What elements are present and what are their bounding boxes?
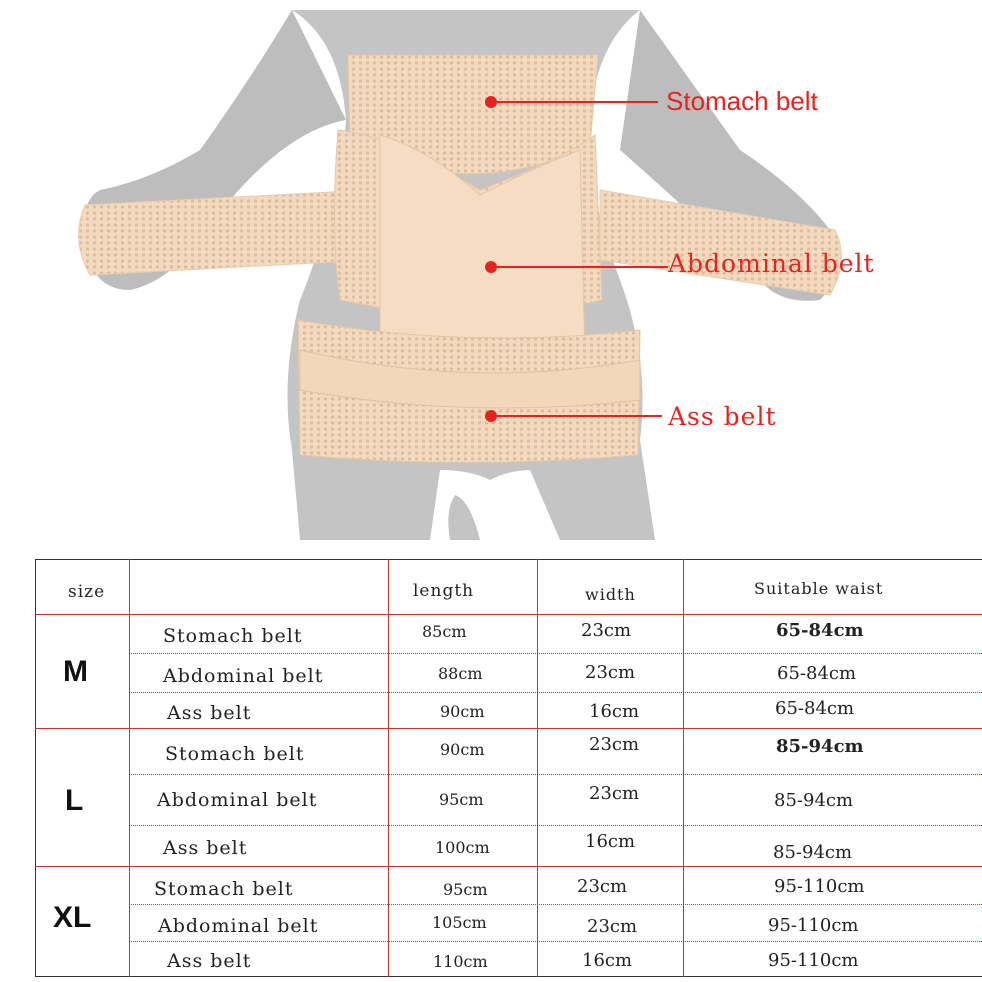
belt-left-strap	[79, 190, 370, 275]
callout-abdominal-belt: Abdominal belt	[668, 249, 875, 278]
row-name: Stomach belt	[165, 743, 305, 765]
size-chart-table	[35, 559, 982, 977]
row-length: 95cm	[443, 880, 488, 899]
row-width: 16cm	[585, 831, 636, 852]
row-width: 16cm	[589, 701, 640, 722]
row-width: 23cm	[587, 916, 638, 937]
row-length: 95cm	[439, 790, 484, 809]
callout-ass-belt: Ass belt	[668, 402, 777, 431]
header-suitable-waist: Suitable waist	[754, 579, 884, 598]
row-width: 23cm	[589, 783, 640, 804]
row-length: 90cm	[440, 702, 485, 721]
row-length: 88cm	[438, 664, 483, 683]
row-length: 90cm	[440, 740, 485, 759]
row-waist: 85-94cm	[773, 842, 853, 863]
row-width: 23cm	[581, 620, 632, 641]
stomach-belt-marker	[485, 96, 497, 108]
size-label-xl: XL	[53, 901, 92, 934]
row-width: 23cm	[577, 876, 628, 897]
row-name: Stomach belt	[154, 878, 294, 900]
row-width: 23cm	[585, 662, 636, 683]
row-length: 85cm	[422, 622, 467, 641]
row-waist: 65-84cm	[777, 663, 857, 684]
header-length: length	[413, 581, 475, 601]
row-waist: 65-84cm	[776, 620, 864, 641]
abdominal-belt-marker	[485, 261, 497, 273]
row-width: 16cm	[582, 950, 633, 971]
row-name: Abdominal belt	[158, 915, 319, 937]
row-name: Abdominal belt	[163, 665, 324, 687]
row-name: Ass belt	[167, 950, 252, 972]
row-length: 110cm	[433, 952, 488, 971]
row-length: 105cm	[432, 913, 487, 932]
row-name: Ass belt	[167, 702, 252, 724]
row-width: 23cm	[589, 734, 640, 755]
size-label-m: M	[63, 655, 88, 688]
size-label-l: L	[65, 784, 84, 817]
row-name: Ass belt	[163, 837, 248, 859]
row-waist: 95-110cm	[768, 915, 859, 936]
row-waist: 85-94cm	[776, 736, 864, 757]
row-waist: 95-110cm	[768, 950, 859, 971]
row-name: Stomach belt	[163, 625, 303, 647]
header-size: size	[68, 582, 106, 602]
row-length: 100cm	[435, 838, 490, 857]
header-width: width	[585, 585, 636, 604]
row-waist: 65-84cm	[775, 698, 855, 719]
row-name: Abdominal belt	[157, 789, 318, 811]
ass-belt-marker	[485, 410, 497, 422]
row-waist: 85-94cm	[774, 790, 854, 811]
callout-stomach-belt: Stomach belt	[666, 86, 818, 116]
row-waist: 95-110cm	[774, 876, 865, 897]
